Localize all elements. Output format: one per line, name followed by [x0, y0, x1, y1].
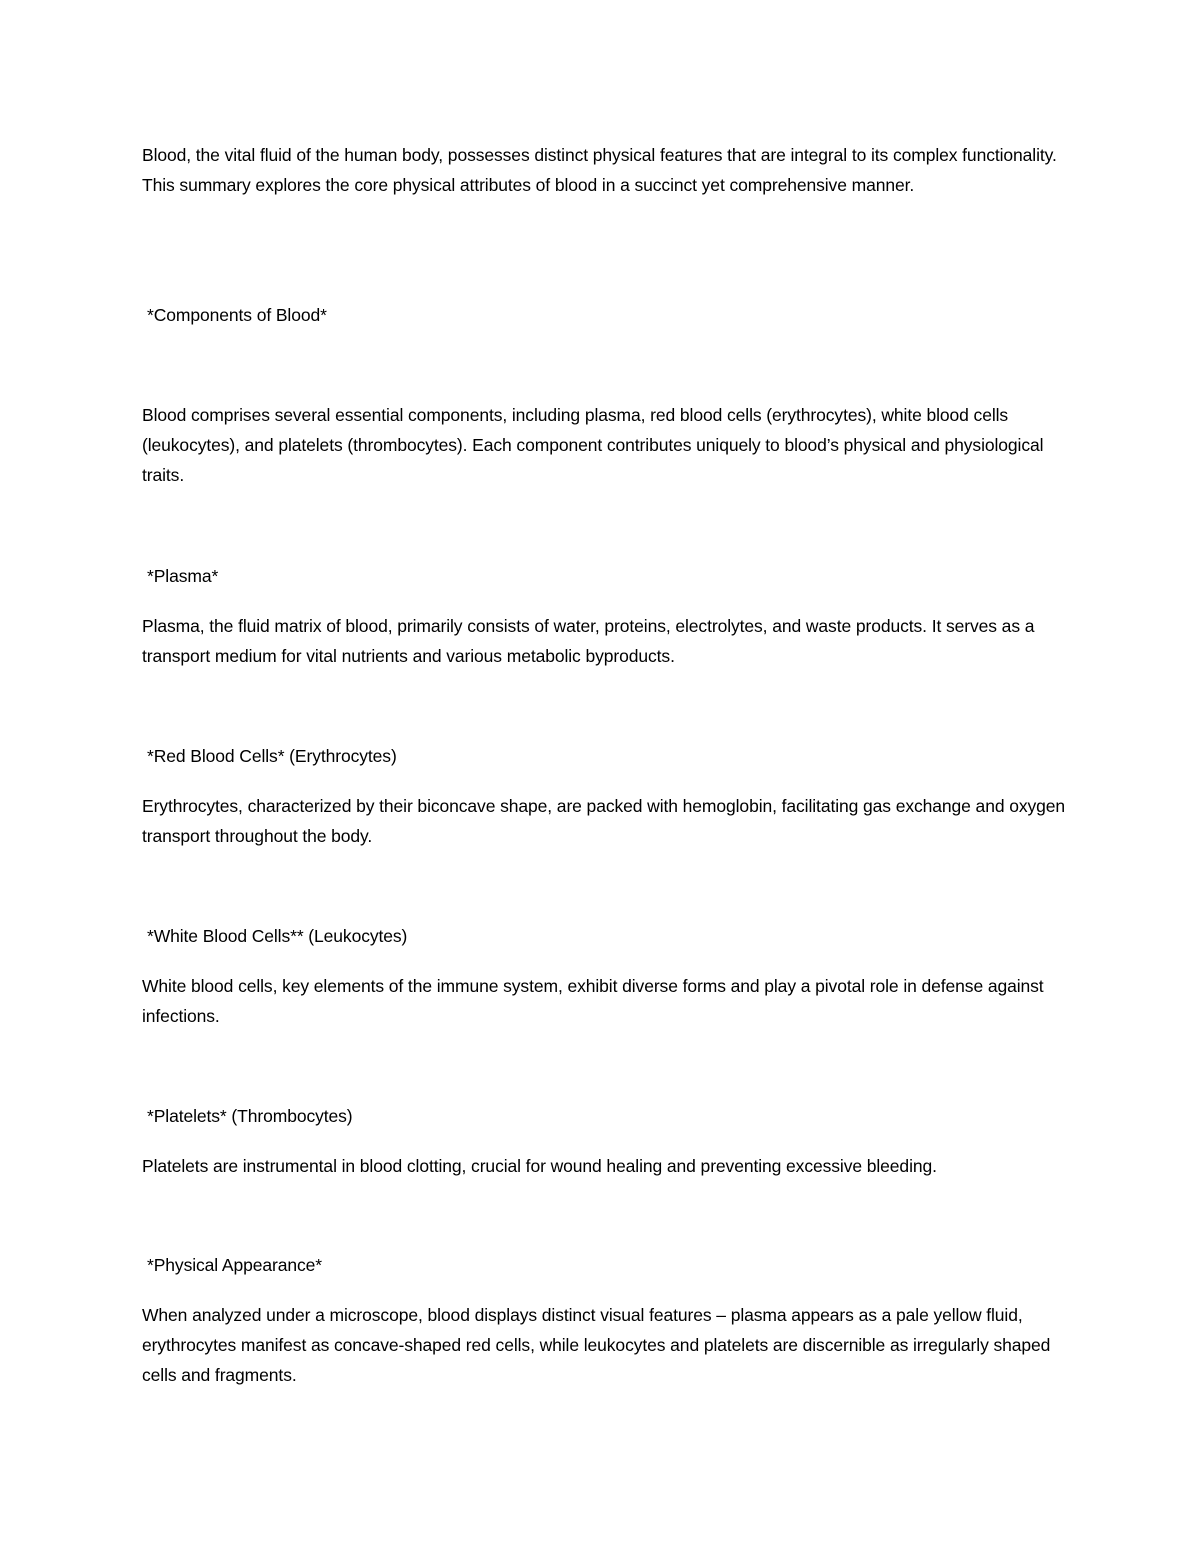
components-paragraph: Blood comprises several essential components, including plasma, red blood cells (erythrocytes), white blood cells (leukocytes), and platelets (thrombocytes). Each component contributes uniquely to blood’s physical and physiological traits. — [142, 405, 1044, 485]
platelets-heading: *Platelets* (Thrombocytes) — [147, 1106, 353, 1126]
plasma-heading: *Plasma* — [147, 566, 219, 586]
rbc-heading: *Red Blood Cells* (Erythrocytes) — [147, 746, 397, 766]
intro-paragraph: Blood, the vital fluid of the human body, possesses distinct physical features that are integral to its complex functionality. This summary explores the core physical attributes of blood in a succinct yet comprehensive manner. — [142, 145, 1057, 195]
components-heading: *Components of Blood* — [147, 305, 327, 325]
wbc-heading: *White Blood Cells** (Leukocytes) — [147, 926, 408, 946]
plasma-paragraph: Plasma, the fluid matrix of blood, primarily consists of water, proteins, electrolytes, and waste products. It serves as a transport medium for vital nutrients and various metabolic byproducts. — [142, 616, 1035, 666]
appearance-heading: *Physical Appearance* — [147, 1255, 322, 1275]
platelets-paragraph: Platelets are instrumental in blood clotting, crucial for wound healing and preventing excessive bleeding. — [142, 1156, 937, 1176]
rbc-paragraph: Erythrocytes, characterized by their biconcave shape, are packed with hemoglobin, facilitating gas exchange and oxygen transport throughout the body. — [142, 796, 1066, 846]
appearance-paragraph: When analyzed under a microscope, blood displays distinct visual features – plasma appears as a pale yellow fluid, erythrocytes manifest as concave-shaped red cells, while leukocytes and platelets are discernible as irregularly shaped cells and fragments. — [142, 1305, 1051, 1385]
wbc-paragraph: White blood cells, key elements of the immune system, exhibit diverse forms and play a pivotal role in defense against infections. — [142, 976, 1044, 1026]
